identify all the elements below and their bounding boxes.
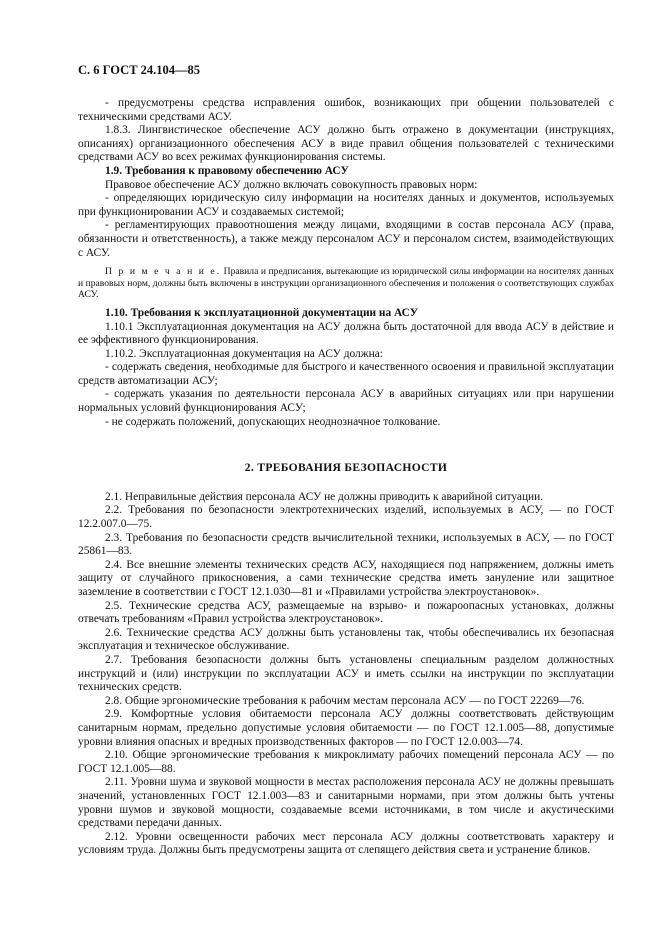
page-header: С. 6 ГОСТ 24.104—85 xyxy=(78,63,201,77)
note-text: Правила и предписания, вытекающие из юридической силы информации на носителях данных и правовых норм, должны быть включены в инструкции организационного обеспечения и положения о соответствующих службах АСУ. xyxy=(78,266,614,301)
paragraph-2-10: 2.10. Общие эргономические требования к микроклимату рабочих помещений персонала АСУ — по ГОСТ 12.1.005—88. xyxy=(78,749,614,775)
paragraph-2-11: 2.11. Уровни шума и звуковой мощности в местах расположения персонала АСУ не должны превышать значений, установленных ГОСТ 12.1.003—83 и санитарными нормами, при этом должны быть учтены уровни шумов и звуковой мощности, создаваемые всеми источниками, в том числе и акустическими средствами передачи данных. xyxy=(78,776,614,830)
paragraph-2-6: 2.6. Технические средства АСУ должны быть установлены так, чтобы обеспечивались их безопасная эксплуатация и техническое обслуживание. xyxy=(78,626,614,653)
document-body xyxy=(78,97,614,858)
paragraph-2-12: 2.12. Уровни освещенности рабочих мест персонала АСУ должны соответствовать характеру и условиям труда. Должны быть предусмотрены защита от слепящего действия света и устранение бликов. xyxy=(78,830,614,857)
paragraph: - регламентирующих правоотношения между лицами, входящими в состав персонала АСУ (права, обязанности и ответственность), а также между персоналом АСУ и персоналом систем, взаимодействующих с АСУ. xyxy=(78,219,614,259)
paragraph-2-8: 2.8. Общие эргономические требования к рабочим местам персонала АСУ — по ГОСТ 22269—76. xyxy=(105,694,585,707)
section-title-2: 2. ТРЕБОВАНИЯ БЕЗОПАСНОСТИ xyxy=(244,461,448,475)
paragraph: - не содержать положений, допускающих неоднозначное толкование. xyxy=(105,415,441,428)
section-heading-1-9: 1.9. Требования к правовому обеспечению АСУ xyxy=(105,164,349,177)
paragraph: - содержать сведения, необходимые для быстрого и качественного освоения и правильной эксплуатации средств автоматизации АСУ; xyxy=(78,361,614,387)
paragraph-2-3: 2.3. Требования по безопасности средств вычислительной техники, используемых в АСУ, — по ГОСТ 25861—83. xyxy=(78,531,614,558)
paragraph: 1.8.3. Лингвистическое обеспечение АСУ должно быть отражено в документации (инструкциях, описаниях) организационного обеспечения АСУ в виде правил общения пользователей с техническими средствами АСУ во всех режимах функционирования системы. xyxy=(78,124,614,164)
paragraph-2-1: 2.1. Неправильные действия персонала АСУ не должны приводить к аварийной ситуации. xyxy=(105,490,544,503)
paragraph-2-4: 2.4. Все внешние элементы технических средств АСУ, находящиеся под напряжением, должны иметь защиту от случайного прикосновения, а сами технические средства иметь зануление или защитное заземление в соответствии с ГОСТ 12.1.030—81 и «Правилами устройства электроустановок». xyxy=(78,558,614,598)
paragraph: 1.10.1 Эксплуатационная документация на АСУ должна быть достаточной для ввода АСУ в действие и ее эффективного функционирования. xyxy=(78,320,614,347)
paragraph: - предусмотрены средства исправления ошибок, возникающих при общении пользователей с техническими средствами АСУ. xyxy=(78,97,614,123)
paragraph: - определяющих юридическую силу информации на носителях данных и документов, используемых при функционировании АСУ и создаваемых системой; xyxy=(78,192,614,218)
paragraph: Правовое обеспечение АСУ должно включать совокупность правовых норм: xyxy=(105,178,478,191)
paragraph: 1.10.2. Эксплуатационная документация на АСУ должна: xyxy=(105,347,383,360)
paragraph-2-5: 2.5. Технические средства АСУ, размещаемые на взрыво- и пожароопасных установках, должны отвечать требованиям «Правил устройства электроустановок». xyxy=(78,599,614,626)
paragraph-2-2: 2.2. Требования по безопасности электротехнических изделий, используемых в АСУ, — по ГОСТ 12.2.007.0—75. xyxy=(78,504,614,531)
note-label: П р и м е ч а н и е. xyxy=(105,266,222,278)
paragraph-2-7: 2.7. Требования безопасности должны быть установлены специальным разделом должностных инструкций и (или) инструкции по эксплуатации АСУ и иметь ссылки на инструкции по эксплуатации технических средств. xyxy=(78,653,614,694)
paragraph-2-9: 2.9. Комфортные условия обитаемости персонала АСУ должны соответствовать действующим санитарным нормам, предельно допустимые условия обитаемости — по ГОСТ 12.1.005—88, допустимые уровни влияния опасных и вредных производственных факторов — по ГОСТ 12.0.003—74. xyxy=(78,708,614,748)
section-heading-1-10: 1.10. Требования к эксплуатационной документации на АСУ xyxy=(105,306,419,319)
paragraph: - содержать указания по деятельности персонала АСУ в аварийных ситуациях или при нарушении нормальных условий функционирования АСУ; xyxy=(78,388,614,415)
note xyxy=(78,266,614,301)
